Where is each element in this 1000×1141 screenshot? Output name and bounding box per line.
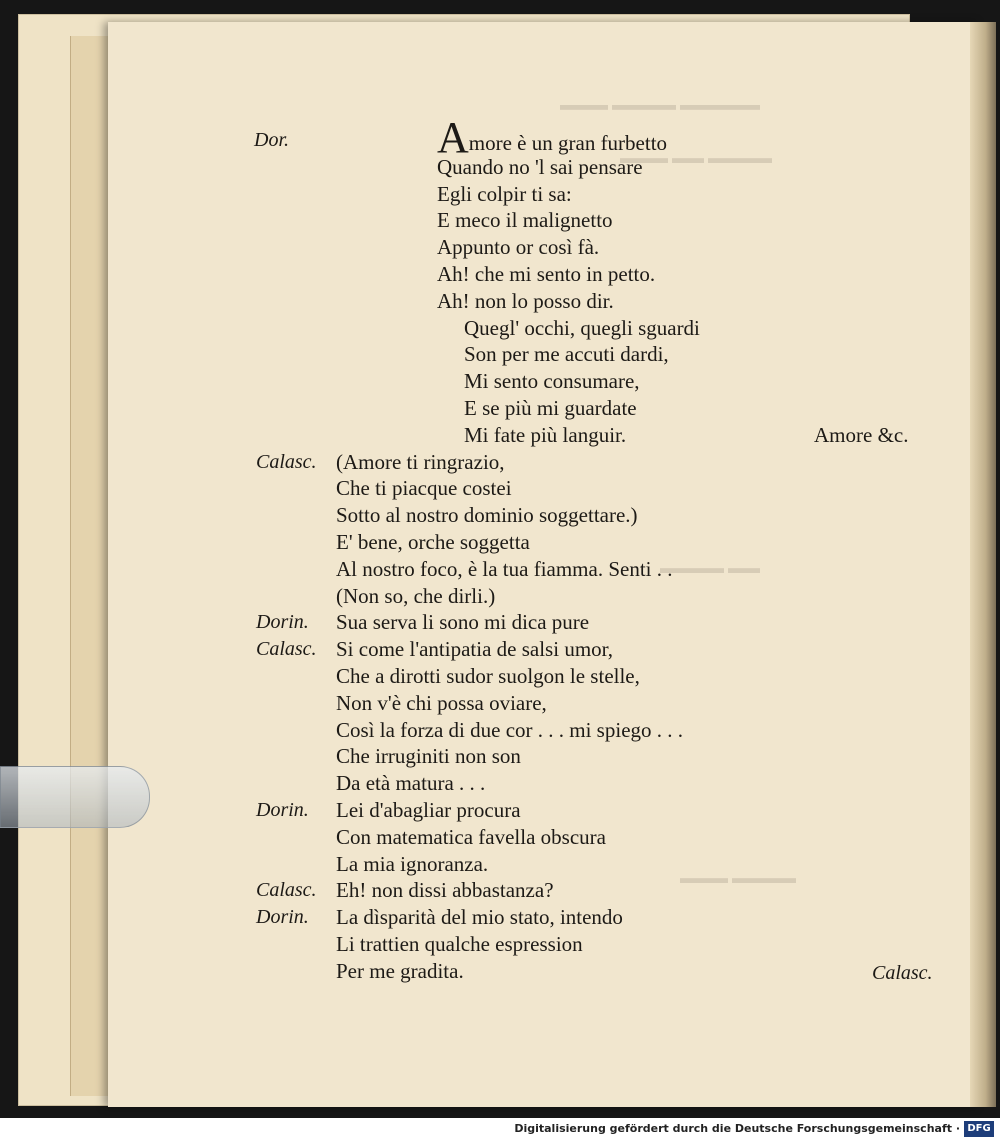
- verse-line-text: Ah! che mi sento in petto.: [437, 262, 656, 286]
- bleed-through: ▬▬▬ ▬▬ ▬▬▬▬: [620, 150, 772, 167]
- verse-line: [336, 718, 683, 743]
- verse-line-text: (Non so, che dirli.): [336, 583, 496, 608]
- bleed-through: ▬▬▬ ▬▬▬▬ ▬▬▬▬▬: [560, 101, 760, 118]
- drop-cap: A: [437, 113, 469, 162]
- verse-line-text: Li trattien qualche espression: [336, 932, 583, 956]
- verse-line-text: Per me gradita.: [336, 958, 464, 983]
- verse-line: [336, 932, 583, 957]
- speaker-label: Dorin.: [256, 611, 309, 634]
- verse-line-text: Lei d'abagliar procura: [336, 798, 521, 822]
- speaker-label: Dorin.: [256, 906, 309, 929]
- speaker-label: Calasc.: [256, 879, 317, 902]
- verse-line-text: Che irruginiti non son: [336, 744, 521, 769]
- verse-line-text: (Amore ti ringrazio,: [336, 449, 505, 474]
- verse-line: [336, 450, 505, 475]
- verse-line: [437, 113, 668, 162]
- page-fold: [970, 22, 996, 1107]
- verse-line-text: Egli colpir ti sa:: [437, 181, 572, 206]
- bleed-through: ▬▬▬ ▬▬▬▬: [680, 870, 796, 887]
- verse-line: [336, 878, 554, 903]
- verse-line-text: La dìsparità del mio stato, intendo: [336, 905, 623, 930]
- verse-line: [336, 798, 521, 823]
- verse-line-text: Quando no 'l sai pensare: [437, 154, 643, 179]
- verse-line-text: Sua serva li sono mi dica pure: [336, 610, 590, 635]
- verse-line: [464, 342, 669, 367]
- verse-line-text: Si come l'antipatia de salsi umor,: [336, 637, 614, 662]
- catchword: Calasc.: [872, 962, 933, 984]
- stage-direction: Amore &c.: [814, 422, 909, 447]
- page-clip: [0, 766, 150, 828]
- verse-line-text: Quegl' occhi, quegli sguardi: [464, 315, 700, 340]
- verse-line: [336, 771, 485, 796]
- verse-line: [336, 503, 638, 528]
- verse-line-text: Son per me accuti dardi,: [464, 342, 669, 367]
- speaker-label: Dorin.: [256, 799, 309, 821]
- verse-line-text: Da età matura . . .: [336, 771, 486, 796]
- verse-line: [336, 905, 623, 930]
- verse-line: [336, 584, 495, 609]
- verse-line: [336, 744, 521, 769]
- verse-line-text: Al nostro foco, è la tua fiamma. Senti . .: [336, 556, 673, 581]
- verse-line-text: Eh! non dissi abbastanza?: [336, 878, 554, 903]
- verse-line-text: Ah! non lo posso dir.: [437, 288, 614, 313]
- verse-line: [336, 959, 464, 984]
- verse-line-text: Sotto al nostro dominio soggettare.): [336, 503, 638, 528]
- verse-line-text: E meco il malignetto: [437, 208, 613, 233]
- verse-line-text: Appunto or così fà.: [437, 235, 600, 260]
- bleed-through: ▬▬▬▬ ▬▬: [660, 560, 760, 577]
- verse-line: [464, 369, 640, 394]
- speaker-label: Calasc.: [256, 450, 317, 473]
- verse-line-text: La mia ignoranza.: [336, 851, 489, 876]
- verse-line: [464, 316, 700, 341]
- footer-credit: Digitalisierung gefördert durch die Deutsche Forschungsgemeinschaft ·: [514, 1122, 960, 1135]
- verse-line: [464, 396, 637, 421]
- verse-line: [437, 262, 655, 287]
- speaker-label: Calasc.: [256, 638, 317, 661]
- verse-line: [336, 476, 512, 501]
- verse-line: [336, 557, 673, 582]
- verse-line: [336, 852, 488, 877]
- speaker-label: Dor.: [254, 129, 290, 151]
- verse-line-text: Mi sento consumare,: [464, 369, 640, 394]
- verse-line-text: Così la forza di due cor . . . mi spiego . . .: [336, 717, 684, 742]
- verse-line: [464, 423, 626, 448]
- verse-line: [437, 235, 599, 260]
- verse-line: [437, 182, 572, 207]
- verse-line-text: more è un gran furbetto: [468, 131, 668, 155]
- dfg-logo: DFG: [964, 1121, 994, 1137]
- verse-line-text: E se più mi guardate: [464, 396, 637, 420]
- verse-line-text: Con matematica favella obscura: [336, 824, 606, 849]
- footer-bar: [0, 1118, 1000, 1141]
- verse-line-text: E' bene, orche soggetta: [336, 530, 530, 554]
- verse-line-text: Che ti piacque costei: [336, 476, 512, 501]
- verse-line: [336, 637, 613, 662]
- verse-line-text: Mi fate più languir.: [464, 422, 627, 447]
- verse-line-text: Non v'è chi possa oviare,: [336, 690, 547, 715]
- verse-line: [437, 289, 614, 314]
- verse-line: [336, 691, 547, 716]
- verse-line: [336, 530, 530, 555]
- verse-line: [336, 825, 606, 850]
- verse-line: [336, 610, 589, 635]
- verse-line: [336, 664, 640, 689]
- verse-line: [437, 208, 613, 233]
- verse-line-text: Che a dirotti sudor suolgon le stelle,: [336, 664, 640, 688]
- verse-line: [437, 155, 643, 180]
